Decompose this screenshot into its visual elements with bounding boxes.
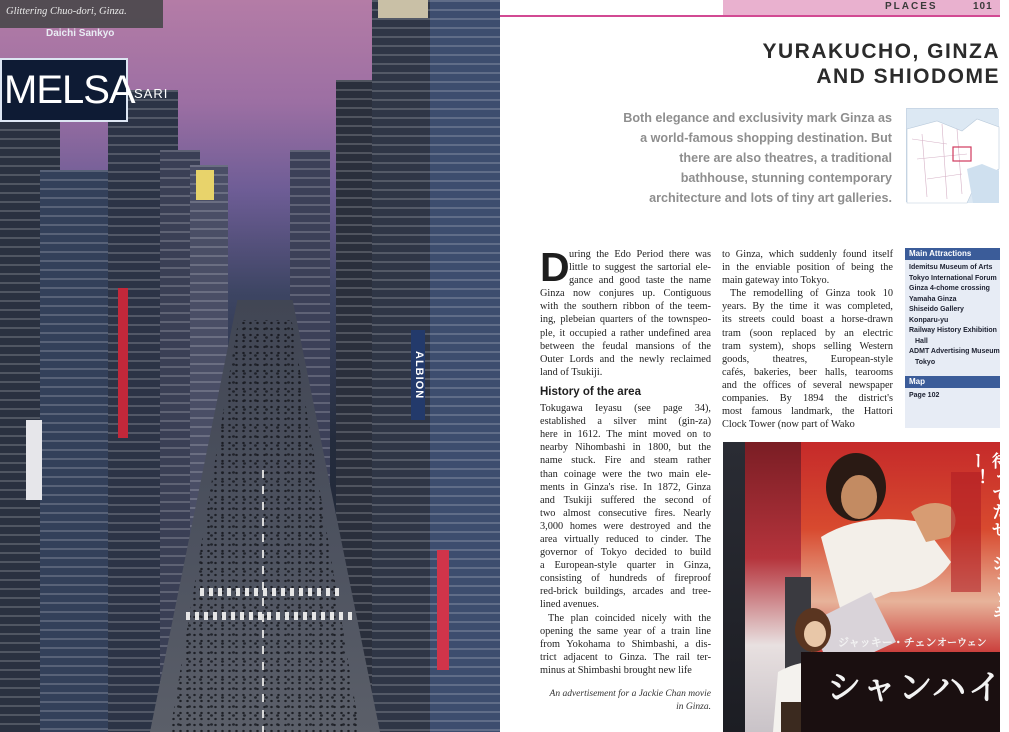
body-line: land of Tsukiji. — [540, 366, 603, 378]
attraction-item: Shiseido Gallery — [909, 306, 964, 313]
albion-sign: ALBION — [411, 330, 425, 420]
chapter-title-line2: AND SHIODOME — [816, 65, 1000, 88]
body-line: established a silver mint (gin-za) — [540, 416, 711, 428]
body-line: name stuck. Fire and steam rather — [540, 455, 711, 467]
body-line: nearby Nihombashi in 1800, but the — [540, 442, 711, 454]
body-line: little to suggest the sartorial ele- — [569, 262, 711, 274]
body-line: gance and good taste the name — [569, 275, 711, 287]
body-line: in the enviable position of being the — [722, 262, 893, 274]
drop-cap: D — [540, 244, 570, 290]
subheading: History of the area — [540, 385, 641, 398]
body-line: Tokugawa Ieyasu (see page 34), — [540, 403, 711, 415]
body-line: The plan coincided nicely with the — [548, 612, 711, 624]
body-line: The remodelling of Ginza took 10 — [730, 288, 893, 300]
body-line: area virtually reduced to cinder. The — [540, 533, 711, 545]
body-line: opening the same year of a train line — [540, 625, 711, 637]
body-line: uring the Edo Period there was — [569, 249, 711, 260]
photo-caption: Glittering Chuo-dori, Ginza. — [6, 6, 127, 17]
building-left-glow — [196, 170, 214, 200]
attraction-item: ADMT Advertising Museum — [909, 348, 1000, 355]
intro-line: there are also theatres, a traditional — [679, 151, 892, 165]
body-paragraph-3 — [540, 612, 711, 677]
intro-line: a world-famous shopping destination. But — [640, 131, 892, 145]
poster-caption — [540, 688, 711, 714]
body-line: tram (soon replaced by an electric — [722, 327, 893, 339]
attraction-item: Hall — [915, 337, 928, 345]
body-line: goods, theatres, European-style — [722, 353, 893, 365]
body-paragraph-1 — [540, 244, 711, 379]
body-line: minus at Shimbashi brought new life — [540, 664, 692, 676]
attraction-item: Idemitsu Museum of Arts — [909, 264, 993, 271]
body-line: and Tsukiji suffered the second of — [540, 494, 711, 506]
body-line: Outer Lords and the newly reclaimed — [540, 353, 711, 365]
body-paragraph-4 — [722, 248, 893, 287]
body-line: ments in Ginza's rise. In 1872, Ginza — [540, 481, 711, 493]
building-right-glow — [378, 0, 428, 18]
locator-map-graphic — [907, 109, 999, 203]
attraction-item: Tokyo — [915, 358, 936, 366]
body-line: Clock Tower (now part of Wako — [722, 419, 855, 431]
body-column-2 — [722, 248, 893, 431]
body-line: red-brick buildings, arcades and tree- — [540, 586, 711, 598]
crosswalk-2 — [186, 612, 356, 620]
body-line: governor of Tokyo decided to build — [540, 547, 711, 559]
melsa-sign-text: MELSA — [4, 68, 135, 112]
body-line: a European-style quarter in Ginza, — [540, 560, 711, 572]
poster-vertical-text: 待ってたぜ、ジャッキー！ — [967, 452, 1008, 622]
body-line: years. By the time it was completed, — [722, 301, 893, 313]
header-box — [723, 0, 1000, 15]
caption-line: An advertisement for a Jackie Chan movie — [549, 689, 711, 699]
body-line: than coinage were the two main ele- — [540, 468, 711, 480]
body-line: and the offices of several newspaper — [722, 379, 893, 391]
body-line: companies. By 1894 the district's — [722, 393, 893, 405]
body-line: tram system), shops selling Western — [722, 340, 893, 352]
body-line: trict adjacent to Ginza. The rail ter- — [540, 651, 711, 663]
locator-map — [906, 108, 998, 202]
body-paragraph-2 — [540, 402, 711, 612]
sidebar-heading-map: Map — [905, 376, 1000, 388]
header-rule — [500, 15, 1000, 17]
attractions-list — [905, 260, 1000, 374]
attraction-item: Yamaha Ginza — [909, 295, 957, 303]
body-line: its streets could boast a horse-drawn — [722, 314, 893, 326]
caption-line: in Ginza. — [676, 702, 711, 712]
section-label: PLACES — [885, 1, 938, 12]
attraction-item: Ginza 4-chome crossing — [909, 285, 990, 292]
body-line: ple, it occupied a rather undefined area — [540, 327, 711, 339]
red-sign-right — [437, 550, 449, 670]
sari-sign: SARI — [134, 86, 169, 101]
map-page-ref: Page 102 — [909, 392, 940, 399]
body-line: main gateway into Tokyo. — [722, 275, 830, 287]
body-line: between the feudal mansions of the — [540, 340, 711, 352]
body-line: two almost consecutive fires. Nearly — [540, 507, 711, 519]
melsa-sign — [0, 58, 135, 122]
attractions-sidebar — [905, 248, 1000, 428]
map-list — [905, 388, 1000, 408]
sidebar-heading-attractions: Main Attractions — [905, 248, 1000, 260]
chapter-title-line1: YURAKUCHO, GINZA — [762, 40, 1000, 63]
body-line: 3,000 homes were destroyed and the — [540, 520, 711, 532]
body-line: from Yokohama to Shimbashi, a dis- — [540, 638, 711, 650]
body-line: here in 1612. The mint moved on to — [540, 429, 711, 441]
body-line: to Ginza, which suddenly found itself — [722, 249, 893, 260]
poster-actor-name: ジャッキー・チェン — [838, 637, 937, 649]
body-paragraph-5 — [722, 287, 893, 431]
intro-line: architecture and lots of tiny art galleries. — [649, 191, 892, 205]
body-line: consisting of hundreds of fireproof — [540, 573, 711, 585]
body-line: lined avenues. — [540, 599, 599, 611]
intro-paragraph — [552, 108, 892, 208]
white-sign-left — [26, 420, 42, 500]
jackie-chan-poster-photo — [723, 442, 1008, 732]
attraction-item: Tokyo International Forum — [909, 274, 997, 282]
ginza-street-photo — [0, 0, 500, 732]
body-line: most famous landmark, the Hattori — [722, 406, 893, 418]
lane-marking — [262, 470, 264, 732]
daichi-sankyo-sign: Daichi Sankyo — [46, 28, 115, 39]
body-line: ing, plebeian quarters of the townspeo- — [540, 314, 711, 326]
body-line: with the southern ribbon of the teem- — [540, 301, 711, 313]
attraction-item: Konparu-yu — [909, 316, 949, 324]
poster-secondary-name: オーウェン — [937, 638, 987, 649]
intro-line: Both elegance and exclusivity mark Ginza as — [623, 111, 892, 125]
body-line: cafés, bakeries, beer halls, tearooms — [722, 366, 893, 378]
body-line: Ginza now conjures up. Contiguous — [540, 288, 711, 300]
poster-title-text: シャンハイ — [827, 669, 1004, 707]
intro-line: bathhouse, stunning contemporary — [680, 171, 892, 185]
crosswalk-1 — [200, 588, 340, 596]
body-column-1 — [540, 244, 711, 677]
page-number: 101 — [973, 1, 993, 12]
red-sign — [118, 288, 128, 438]
attraction-item: Railway History Exhibition — [909, 327, 997, 334]
